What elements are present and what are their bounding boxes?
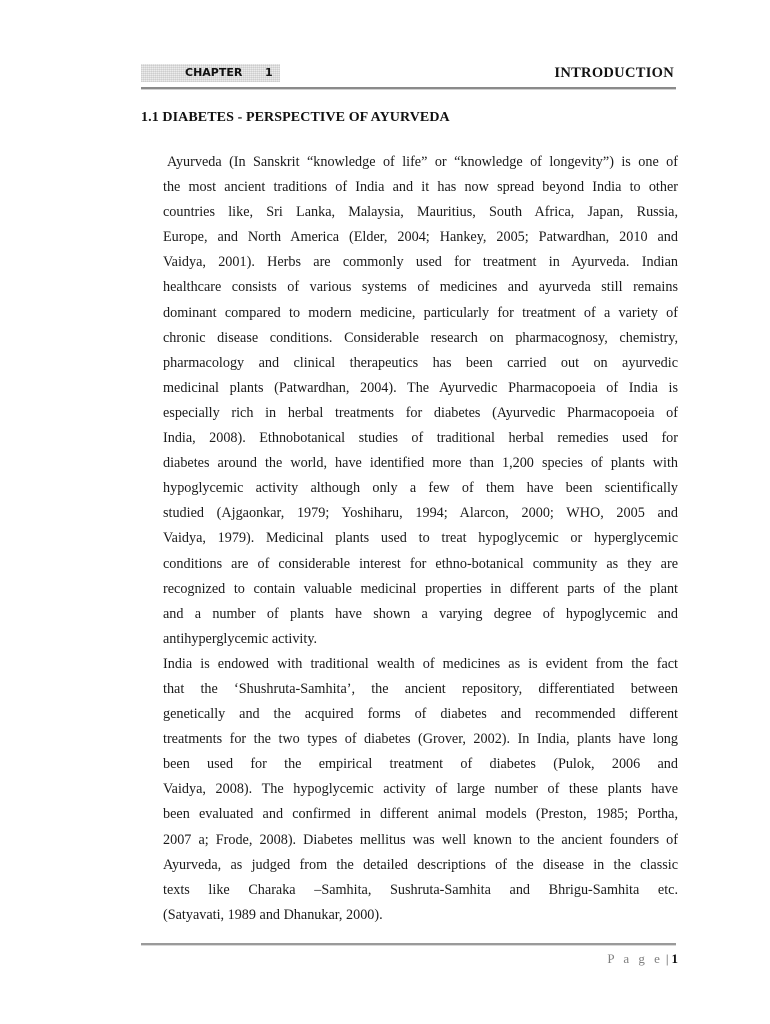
- text-line: especially rich in herbal treatments for diabetes (Ayurvedic Pharmacopoeia of: [163, 404, 678, 421]
- paragraph-2: [163, 652, 678, 928]
- page-number: 1: [671, 951, 678, 966]
- text-line: 2007 a; Frode, 2008). Diabetes mellitus was well known to the ancient founders of: [163, 831, 678, 848]
- text-line: recognized to contain valuable medicinal properties in different parts of the plant: [163, 580, 678, 597]
- text-line: (Satyavati, 1989 and Dhanukar, 2000).: [163, 906, 383, 923]
- text-line: texts like Charaka –Samhita, Sushruta-Samhita and Bhrigu-Samhita etc.: [163, 881, 678, 898]
- section-title: 1.1 DIABETES - PERSPECTIVE OF AYURVEDA: [141, 110, 450, 125]
- text-line: Vaidya, 2001). Herbs are commonly used for treatment in Ayurveda. Indian: [163, 254, 678, 271]
- text-line: the most ancient traditions of India and it has now spread beyond India to other: [163, 179, 678, 196]
- text-line: Ayurveda (In Sanskrit “knowledge of life” or “knowledge of longevity”) is one of: [167, 154, 678, 170]
- text-line: hypoglycemic activity although only a few of them have been scientifically: [163, 480, 678, 497]
- text-line: Vaidya, 1979). Medicinal plants used to treat hypoglycemic or hyperglycemic: [163, 530, 678, 547]
- chapter-label-box: [141, 64, 280, 82]
- text-line: been used for the empirical treatment of diabetes (Pulok, 2006 and: [163, 756, 678, 773]
- text-line: and a number of plants have shown a varying degree of hypoglycemic and: [163, 605, 678, 622]
- page-number-footer: [607, 951, 678, 967]
- text-line: Europe, and North America (Elder, 2004; Hankey, 2005; Patwardhan, 2010 and: [163, 229, 678, 246]
- paragraph-1: [163, 150, 678, 652]
- text-line: diabetes around the world, have identified more than 1,200 species of plants with: [163, 455, 678, 472]
- text-line: antihyperglycemic activity.: [163, 630, 318, 647]
- text-line: chronic disease conditions. Considerable research on pharmacognosy, chemistry,: [163, 329, 678, 346]
- text-line: India, 2008). Ethnobotanical studies of traditional herbal remedies used for: [163, 430, 678, 447]
- text-line: Vaidya, 2008). The hypoglycemic activity of large number of these plants have: [163, 781, 678, 798]
- text-line: India is endowed with traditional wealth of medicines as is evident from the fact: [163, 655, 678, 672]
- section-name-header: INTRODUCTION: [554, 65, 674, 81]
- text-line: medicinal plants (Patwardhan, 2004). The Ayurvedic Pharmacopoeia of India is: [163, 379, 678, 396]
- text-line: countries like, Sri Lanka, Malaysia, Mauritius, South Africa, Japan, Russia,: [163, 204, 678, 221]
- chapter-label: CHAPTER: [185, 66, 243, 79]
- chapter-number: 1: [265, 66, 273, 79]
- text-line: that the ‘Shushruta-Samhita’, the ancient repository, differentiated between: [163, 680, 678, 697]
- text-line: pharmacology and clinical therapeutics has been carried out on ayurvedic: [163, 354, 678, 371]
- text-line: treatments for the two types of diabetes (Grover, 2002). In India, plants have long: [163, 731, 678, 748]
- footer-divider: [141, 943, 676, 946]
- text-line: been evaluated and confirmed in different animal models (Preston, 1985; Portha,: [163, 806, 678, 823]
- page-word: P a g e: [607, 951, 663, 966]
- text-line: Ayurveda, as judged from the detailed descriptions of the disease in the classic: [163, 856, 678, 873]
- header-divider: [141, 87, 676, 90]
- text-line: healthcare consists of various systems of medicines and ayurveda still remains: [163, 279, 678, 296]
- text-line: conditions are of considerable interest for ethno-botanical community as they are: [163, 555, 678, 572]
- text-line: studied (Ajgaonkar, 1979; Yoshiharu, 1994; Alarcon, 2000; WHO, 2005 and: [163, 505, 678, 522]
- text-line: dominant compared to modern medicine, particularly for treatment of a variety of: [163, 304, 678, 321]
- page-separator: |: [665, 951, 669, 966]
- text-line: genetically and the acquired forms of diabetes and recommended different: [163, 706, 678, 723]
- body-text: [163, 150, 678, 928]
